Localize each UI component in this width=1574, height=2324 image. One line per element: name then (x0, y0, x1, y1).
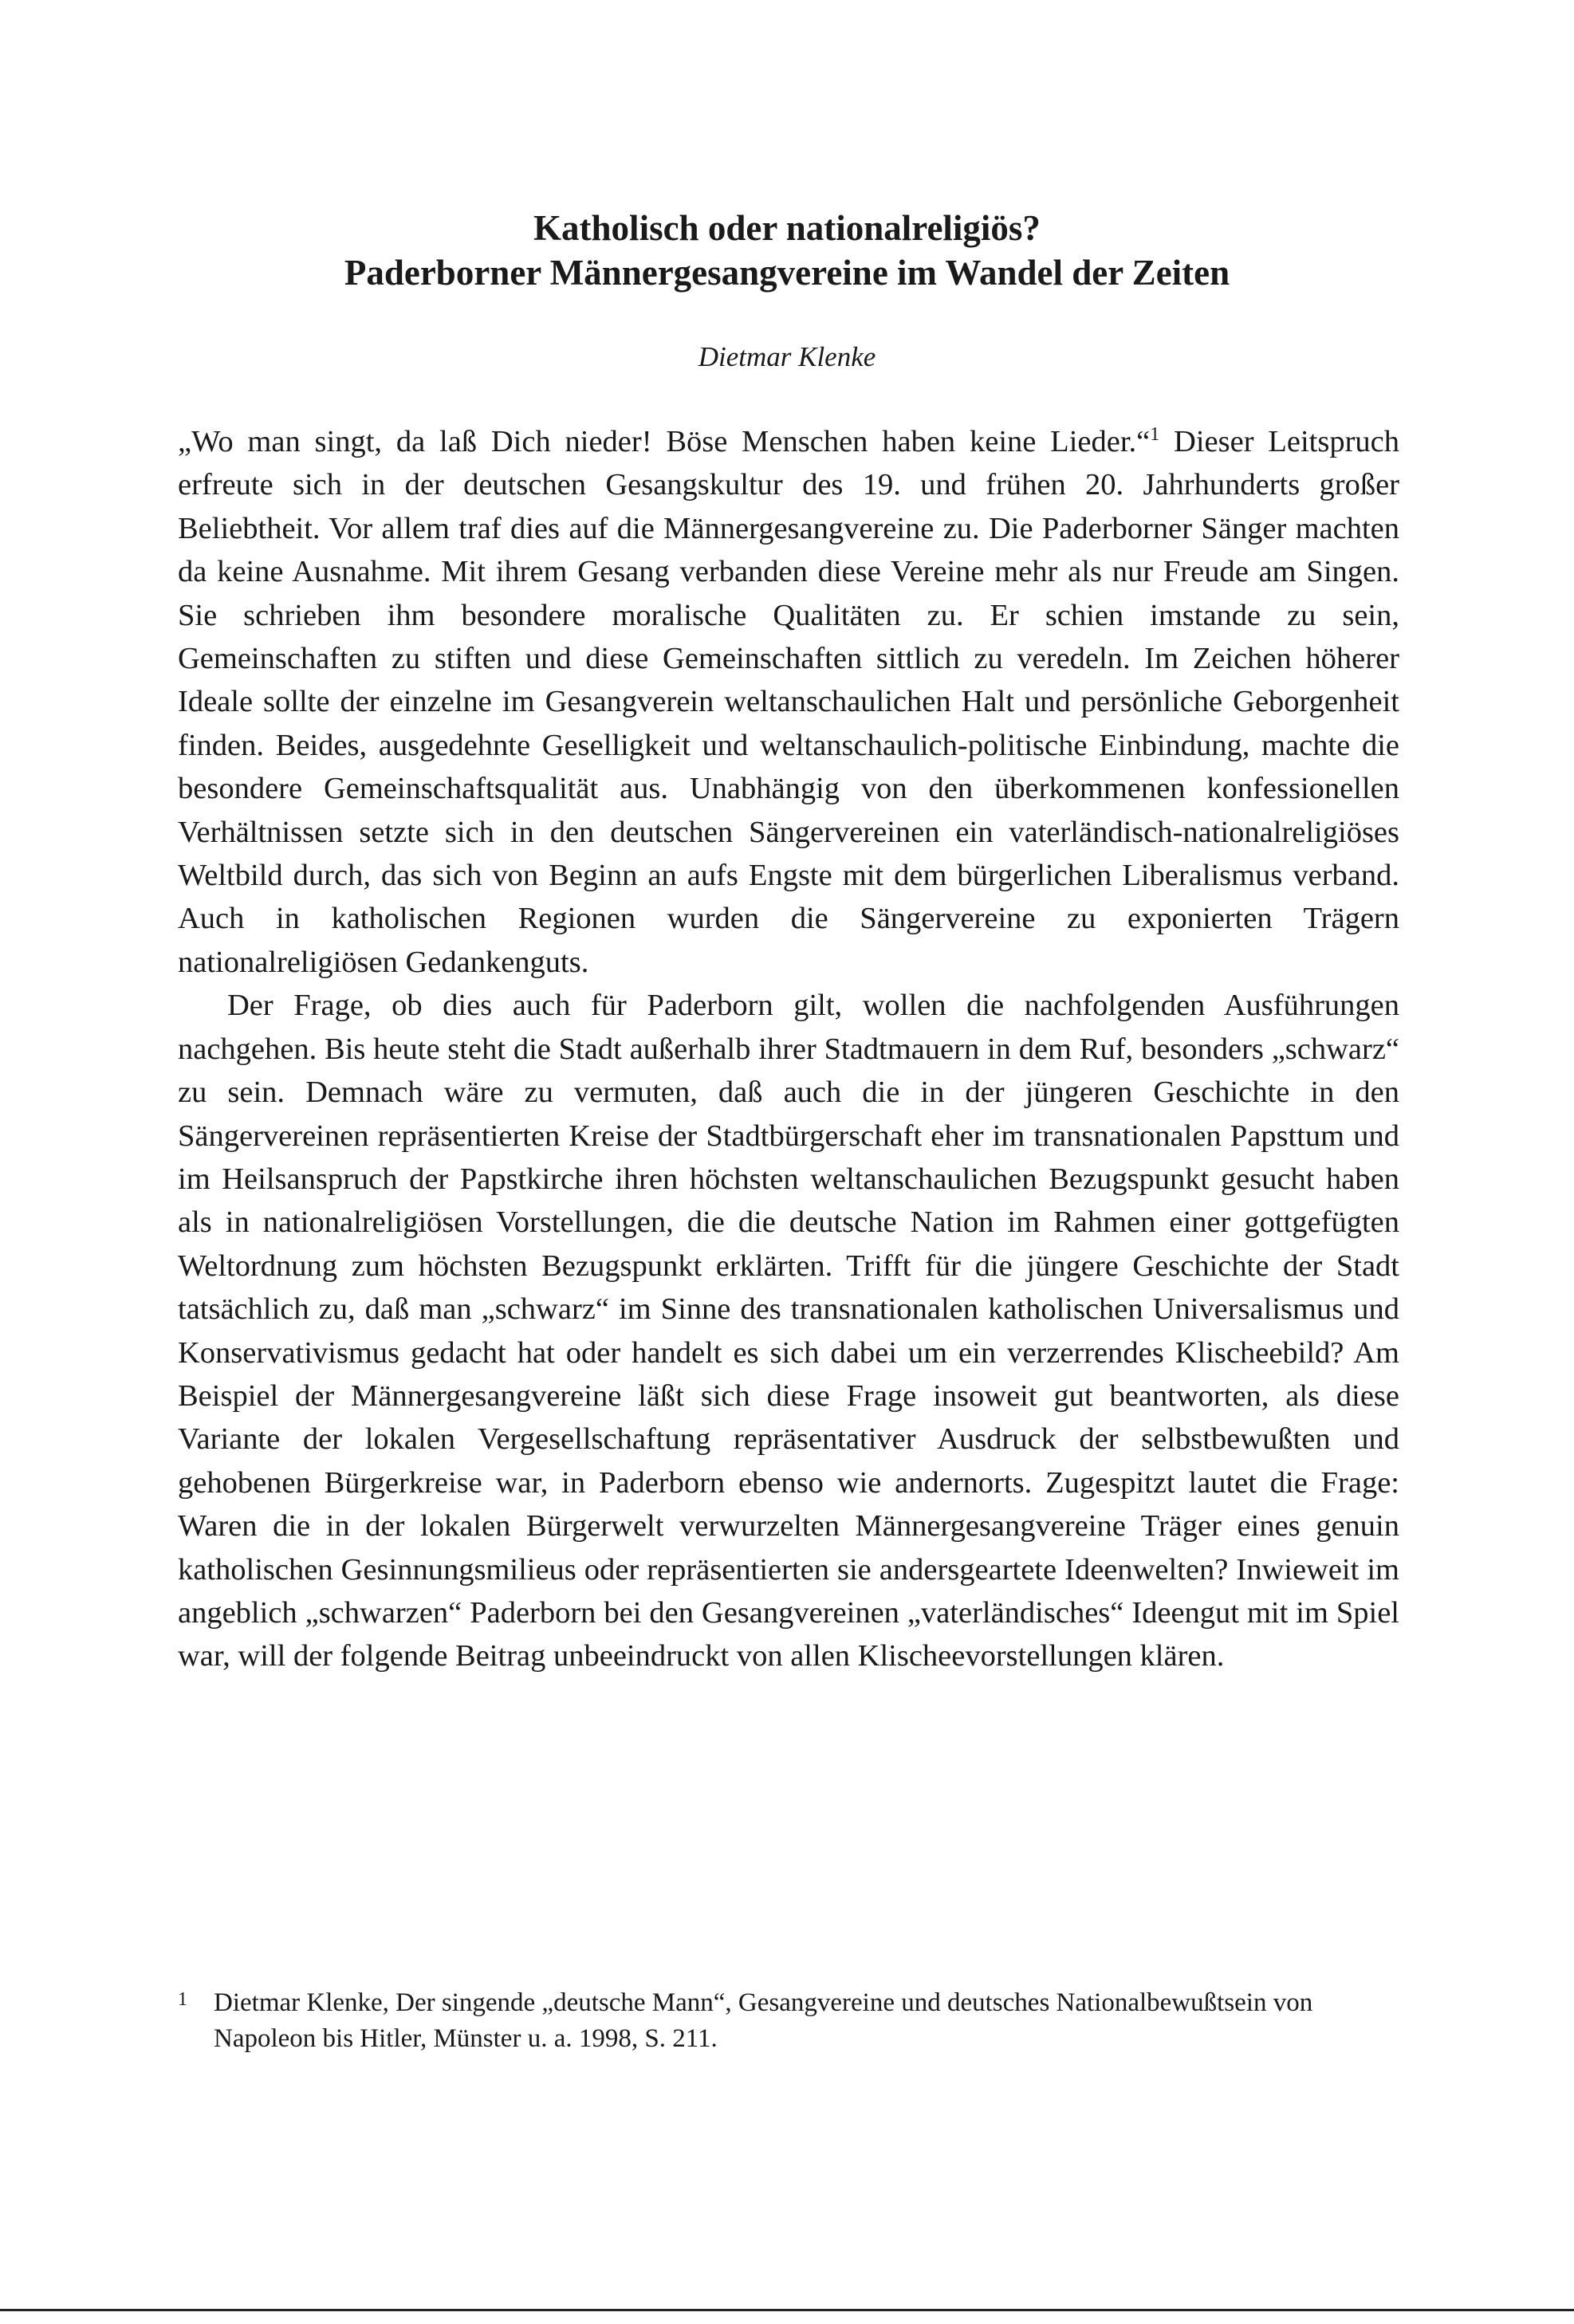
footnote-text: Dietmar Klenke, Der singende „deutsche Mann“, Gesangvereine und deutsches Nationalbewußtsein von Napoleon bis Hitler, Münster u. a. 1998, S. 211. (214, 1988, 1313, 2053)
page-bottom-rule (0, 2309, 1574, 2311)
paragraph-1-quote: „Wo man singt, da laß Dich nieder! Böse Menschen haben keine Lieder.“ (178, 425, 1151, 458)
paragraph-1-text: Dieser Leitspruch erfreute sich in der deutschen Gesangskultur des 19. und frühen 20. Jahrhunderts großer Beliebtheit. Vor allem traf dies auf die Männergesangvereine zu. Die Paderborner Sänger machten da keine Ausnahme. Mit ihrem Gesang verbanden diese Vereine mehr als nur Freude am Singen. Sie schrieben ihm besondere moralische Qualitäten zu. Er schien imstande zu sein, Gemeinschaften zu stiften und diese Gemeinschaften sittlich zu veredeln. Im Zeichen höherer Ideale sollte der einzelne im Gesangverein weltanschaulichen Halt und persönliche Geborgenheit finden. Beides, ausgedehnte Geselligkeit und weltanschaulich-politische Einbindung, machte die besondere Gemeinschaftsqualität aus. Unabhängig von den überkommenen konfessionellen Verhältnissen setzte sich in den deutschen Sängervereinen ein vaterländisch-nationalreligiöses Weltbild durch, das sich von Beginn an aufs Engste mit dem bürgerlichen Liberalismus verband. Auch in katholischen Regionen wurden die Sängervereine zu exponierten Trägern nationalreligiösen Gedankenguts. (178, 425, 1399, 979)
footnote (178, 1985, 1399, 2057)
footnote-number: 1 (178, 1989, 187, 2010)
title-line-1: Katholisch oder nationalreligiös? (533, 208, 1041, 248)
article-title (0, 206, 1574, 295)
paragraph-2: Der Frage, ob dies auch für Paderborn gilt, wollen die nachfolgenden Ausführungen nachgehen. Bis heute steht die Stadt außerhalb ihrer Stadtmauern in dem Ruf, besonders „schwarz“ zu sein. Demnach wäre zu vermuten, daß auch die in der jüngeren Geschichte in den Sängervereinen repräsentierten Kreise der Stadtbürgerschaft eher im transnationalen Papsttum und im Heilsanspruch der Papstkirche ihren höchsten weltanschaulichen Bezugspunkt gesucht haben als in nationalreligiösen Vorstellungen, die die deutsche Nation im Rahmen einer gottgefügten Weltordnung zum höchsten Bezugspunkt erklärten. Trifft für die jüngere Geschichte der Stadt tatsächlich zu, daß man „schwarz“ im Sinne des transnationalen katholischen Universalismus und Konservativismus gedacht hat oder handelt es sich dabei um ein verzerrendes Klischeebild? Am Beispiel der Männergesangvereine läßt sich diese Frage insoweit gut beantworten, als diese Variante der lokalen Vergesellschaftung repräsentativer Ausdruck der selbstbewußten und gehobenen Bürgerkreise war, in Paderborn ebenso wie andernorts. Zugespitzt lautet die Frage: Waren die in der lokalen Bürgerwelt verwurzelten Männergesangvereine Träger eines genuin katholischen Gesinnungsmilieus oder repräsentierten sie andersgeartete Ideenwelten? Inwieweit im angeblich „schwarzen“ Paderborn bei den Gesangvereinen „vaterländisches“ Ideengut mit im Spiel war, will der folgende Beitrag unbeeindruckt von allen Klischeevorstellungen klären. (178, 989, 1399, 1673)
author-name: Dietmar Klenke (698, 341, 876, 372)
footnote-reference[interactable]: 1 (1150, 424, 1160, 445)
paragraph-1 (178, 420, 1399, 984)
article-body (178, 420, 1399, 1678)
title-line-2: Paderborner Männergesangvereine im Wandel der Zeiten (344, 253, 1230, 293)
